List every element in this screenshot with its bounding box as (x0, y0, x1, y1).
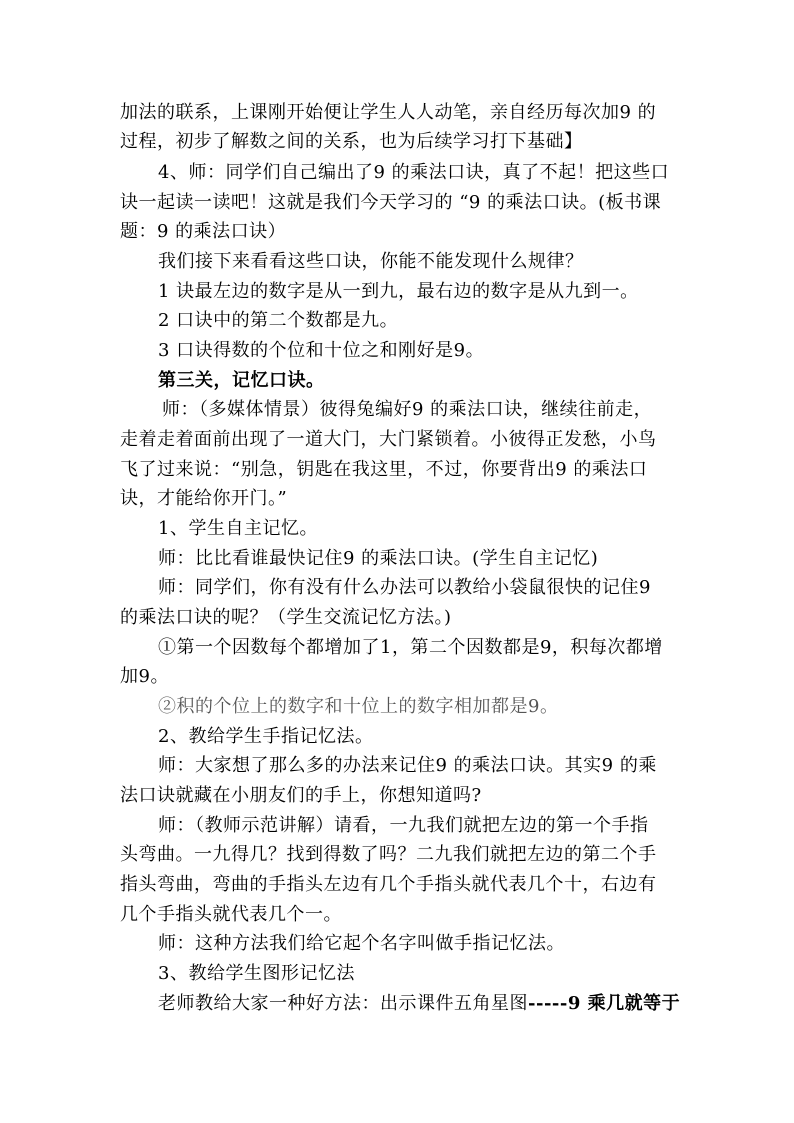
text-line: 诀，才能给你开门。” (120, 488, 288, 509)
text-line: 3 口诀得数的个位和十位之和刚好是9。 (158, 340, 485, 361)
text-line: ①第一个因数每个都增加了1，第二个因数都是9，积每次都增 (158, 637, 663, 658)
text-line: 师：比比看谁最快记住9 的乘法口诀。(学生自主记忆) (158, 548, 599, 569)
text-line: 过程，初步了解数之间的关系，也为后续学习打下基础】 (120, 131, 583, 152)
text-line: 头弯曲。一九得几？找到得数了吗？二九我们就把左边的第二个手 (120, 844, 657, 865)
text-line: 诀一起读一读吧！这就是我们今天学习的 “9 的乘法口诀。(板书课 (120, 192, 662, 213)
text-line: 师：（多媒体情景）彼得兔编好9 的乘法口诀，继续往前走， (162, 399, 653, 420)
text-line: 1 诀最左边的数字是从一到九，最右边的数字是从九到一。 (158, 281, 639, 302)
text-line: 走着走着面前出现了一道大门，大门紧锁着。小彼得正发愁，小鸟 (120, 429, 657, 450)
text-line: 我们接下来看看这些口诀，你能不能发现什么规律？ (158, 251, 584, 272)
text-line: 加法的联系，上课刚开始便让学生人人动笔，亲自经历每次加9 的 (120, 102, 657, 123)
text-line (158, 994, 680, 1014)
text-line: 题：9 的乘法口诀） (120, 221, 287, 242)
text-line: 4、师：同学们自己编出了9 的乘法口诀，真了不起！把这些口 (158, 162, 670, 183)
text-line: 2、教给学生手指记忆法。 (158, 726, 374, 747)
text-line: 指头弯曲，弯曲的手指头左边有几个手指头就代表几个十，右边有 (120, 874, 657, 895)
text-line: ②积的个位上的数字和十位上的数字相加都是9。 (158, 696, 559, 717)
text-line: 加9。 (120, 666, 169, 687)
text-line: 飞了过来说：“别急，钥匙在我这里，不过，你要背出9 的乘法口 (120, 459, 648, 480)
text-line: 法口诀就藏在小朋友们的手上，你想知道吗? (120, 785, 482, 806)
text-line: 1、学生自主记忆。 (158, 518, 318, 539)
text-line: 师：大家想了那么多的办法来记住9 的乘法口诀。其实9 的乘 (158, 755, 657, 776)
text-line: 3、教给学生图形记忆法 (158, 963, 355, 984)
text-run-bold: -----9 乘几就等于 (528, 993, 681, 1014)
text-line: 师：这种方法我们给它起个名字叫做手指记忆法。 (158, 933, 565, 954)
text-line: 师：同学们，你有没有什么办法可以教给小袋鼠很快的记住9 (158, 577, 651, 598)
text-line: 几个手指头就代表几个一。 (120, 904, 342, 925)
text-line: 2 口诀中的第二个数都是九。 (158, 310, 399, 331)
section-heading: 第三关，记忆口诀。 (158, 370, 325, 391)
text-line: 师：（教师示范讲解）请看，一九我们就把左边的第一个手指 (158, 815, 649, 836)
text-line: 的乘法口诀的呢？（学生交流记忆方法。) (120, 607, 452, 628)
text-run: 老师教给大家一种好方法：出示课件五角星图 (158, 993, 528, 1014)
